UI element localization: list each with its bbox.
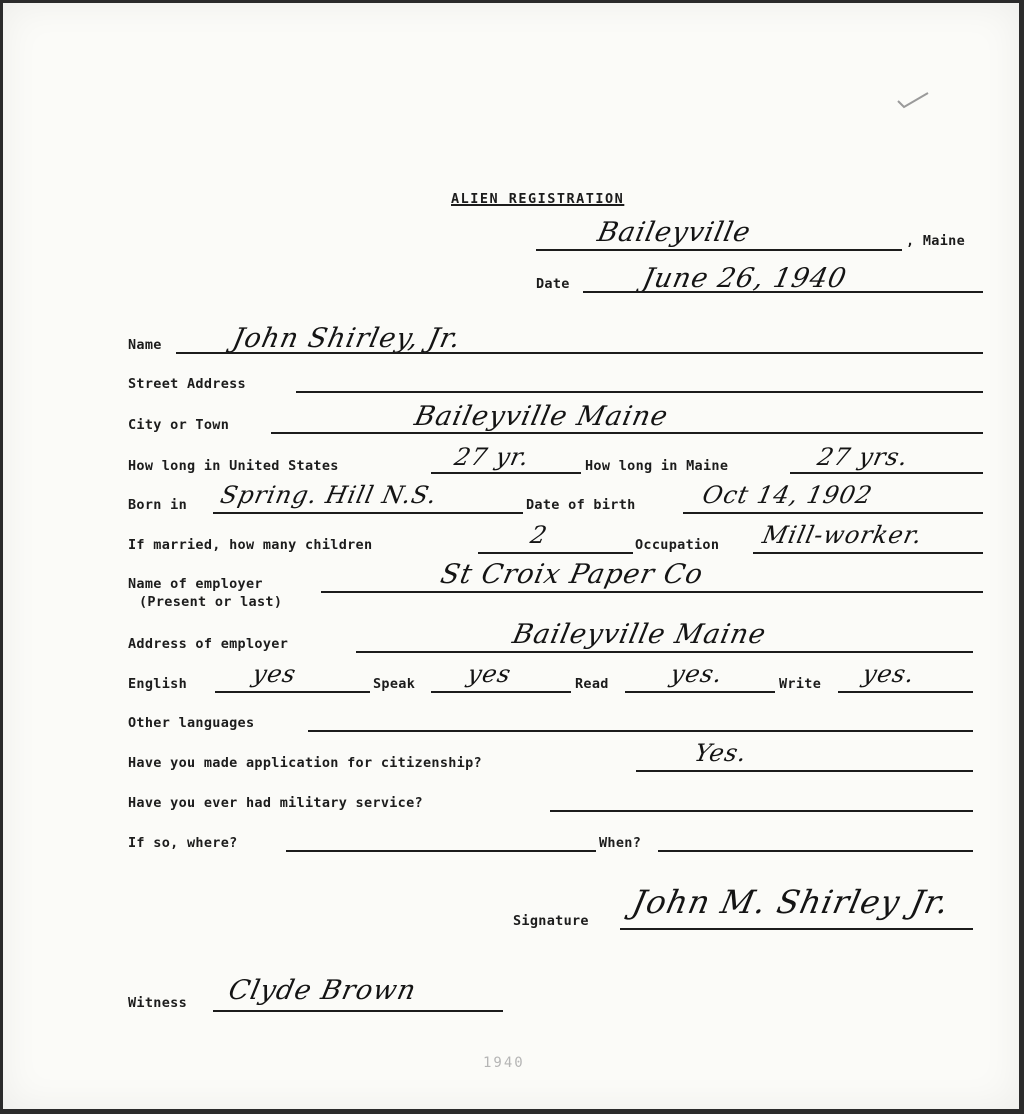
how-long-us-value: 27 yr. [452,443,533,471]
children-value: 2 [528,521,551,549]
citizenship-label: Have you made application for citizenship? [128,755,482,771]
employer-address-label: Address of employer [128,636,289,652]
state-label: , Maine [906,233,965,249]
employer-address-value: Baileyville Maine [509,619,770,650]
employer-name-value: St Croix Paper Co [437,559,707,590]
street-label: Street Address [128,376,246,392]
when-label: When? [599,835,642,851]
how-long-maine-value: 27 yrs. [815,443,912,471]
read-line [625,691,775,693]
date-of-birth-line [683,512,983,514]
town-line [536,249,902,251]
employer-name-label: Name of employer [128,576,263,592]
where-line [286,850,596,852]
signature-value: John M. Shirley Jr. [628,883,953,921]
citizenship-value: Yes. [692,739,750,767]
document-page [3,3,1019,1109]
write-line [838,691,973,693]
read-value: yes. [668,660,726,688]
date-line [583,291,983,293]
born-in-value: Spring. Hill N.S. [218,481,440,509]
town-value: Baileyville [594,217,754,248]
speak-line [431,691,571,693]
other-languages-line [308,730,973,732]
date-of-birth-label: Date of birth [526,497,636,513]
date-of-birth-value: Oct 14, 1902 [700,481,876,509]
read-label: Read [575,676,609,692]
city-line [271,432,983,434]
name-line [176,352,983,354]
occupation-value: Mill-worker. [760,521,926,549]
how-long-us-label: How long in United States [128,458,339,474]
children-line [478,552,633,554]
street-line [296,391,983,393]
form-title: ALIEN REGISTRATION [451,191,625,207]
other-languages-label: Other languages [128,715,255,731]
check-mark-icon [896,89,930,109]
witness-value: Clyde Brown [225,975,420,1006]
children-label: If married, how many children [128,537,373,553]
name-value: John Shirley, Jr. [229,323,464,354]
born-in-label: Born in [128,497,187,513]
write-label: Write [779,676,822,692]
english-label: English [128,676,187,692]
signature-line [620,928,973,930]
when-line [658,850,973,852]
name-label: Name [128,337,162,353]
occupation-label: Occupation [635,537,720,553]
how-long-maine-line [790,472,983,474]
signature-label: Signature [513,913,589,929]
english-value: yes [250,660,300,688]
employer-note: (Present or last) [139,594,283,610]
city-label: City or Town [128,417,230,433]
english-line [215,691,370,693]
witness-line [213,1010,503,1012]
citizenship-line [636,770,973,772]
city-value: Baileyville Maine [411,401,672,432]
how-long-maine-label: How long in Maine [585,458,729,474]
date-label: Date [536,276,570,292]
military-line [550,810,973,812]
where-label: If so, where? [128,835,238,851]
write-value: yes. [860,660,918,688]
occupation-line [753,552,983,554]
received-stamp: 1940 [483,1055,525,1071]
speak-label: Speak [373,676,416,692]
how-long-us-line [431,472,581,474]
military-label: Have you ever had military service? [128,795,423,811]
employer-address-line [356,651,973,653]
date-value: June 26, 1940 [639,263,850,294]
witness-label: Witness [128,995,187,1011]
employer-name-line [321,591,983,593]
speak-value: yes [465,660,515,688]
born-in-line [213,512,523,514]
